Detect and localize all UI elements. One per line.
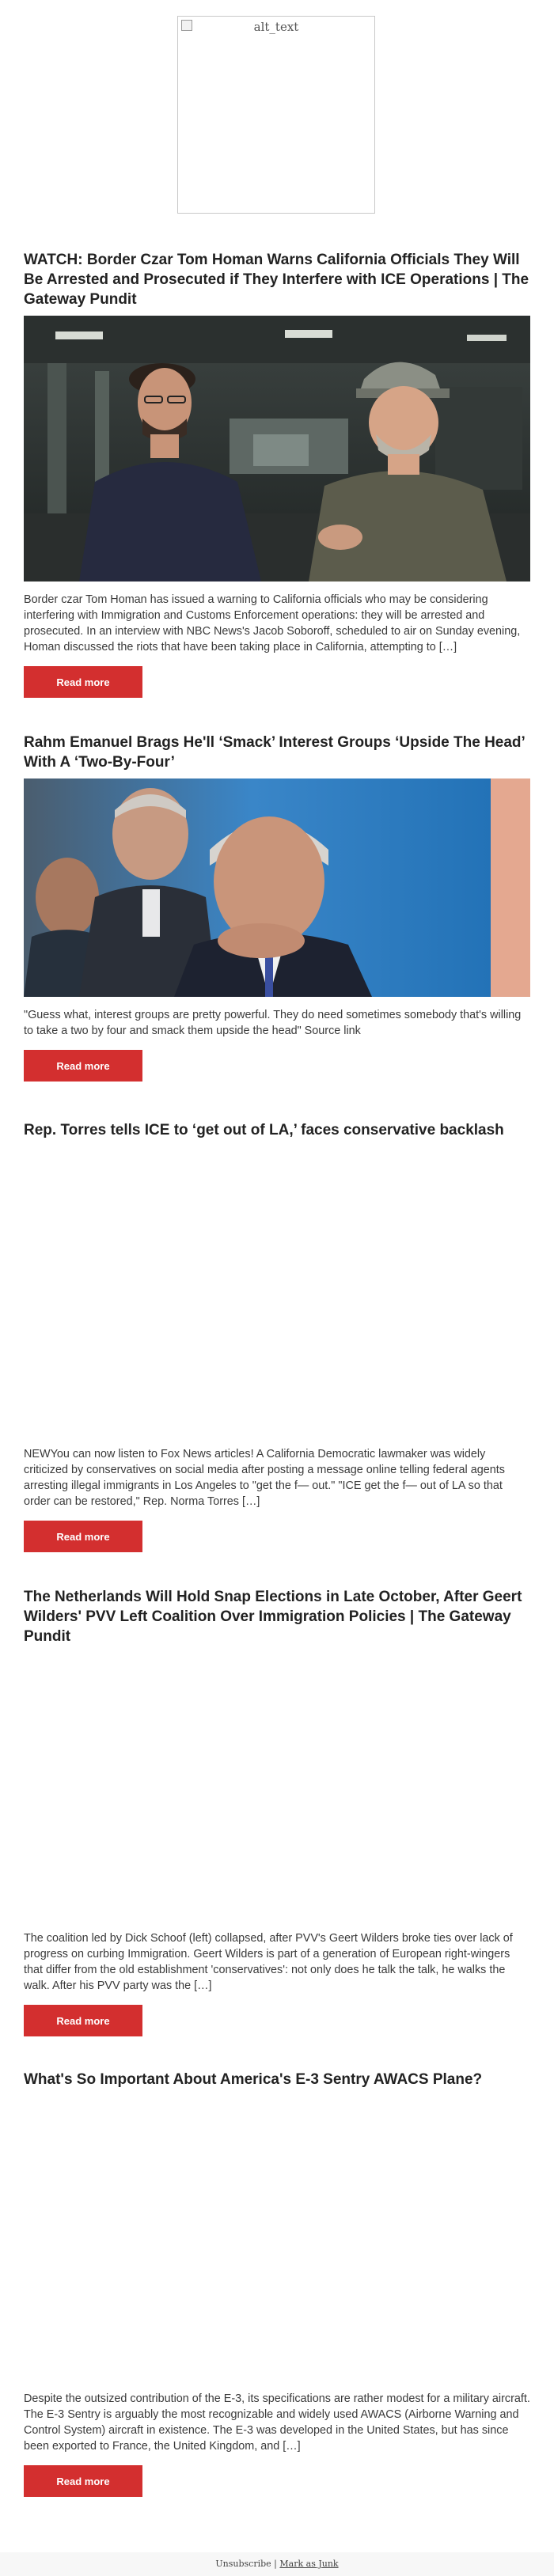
article-homan xyxy=(24,250,530,698)
footer xyxy=(0,2552,554,2576)
article-image-homan[interactable] xyxy=(24,316,530,581)
article-image-torres[interactable] xyxy=(24,1146,530,1436)
article-image-emanuel[interactable] xyxy=(24,778,530,997)
article-image-netherlands[interactable] xyxy=(24,1653,530,1920)
article-title[interactable]: What's So Important About America's E-3 Sentry AWACS Plane? xyxy=(24,2071,483,2088)
unsubscribe-link[interactable]: Unsubscribe xyxy=(215,2559,271,2569)
article-summary: "Guess what, interest groups are pretty powerful. They do need sometimes somebody that's willing to take a two by four and smack them upside the head" Source link xyxy=(24,1009,522,1037)
header-image xyxy=(177,16,375,214)
article-e3-sentry xyxy=(24,2070,530,2497)
article-title[interactable]: WATCH: Border Czar Tom Homan Warns California Officials They Will Be Arrested and Prosecuted if They Interfere with ICE Operations | The Gateway Pundit xyxy=(24,252,529,308)
article-summary: Border czar Tom Homan has issued a warning to California officials who may be considering interfering with Immigration and Customs Enforcement operations: they will be arrested and prosecuted. In an interview with NBC News's Jacob Soboroff, scheduled to air on Sunday evening, Homan discussed the riots that have been taking place in California, attempting to […] xyxy=(24,593,521,653)
header-image-alt: alt_text xyxy=(253,20,299,34)
article-title[interactable]: Rep. Torres tells ICE to ‘get out of LA,’ faces conservative backlash xyxy=(24,1122,504,1138)
article-summary: NEWYou can now listen to Fox News articles! A California Democratic lawmaker was widely criticized by conservatives on social media after posting a message online telling federal agents arresting illegal immigrants in Los Angeles to "get the f— out." "ICE get the f— out of LA so that order can be restored," Rep. Norma Torres […] xyxy=(24,1448,505,1508)
article-summary: The coalition led by Dick Schoof (left) collapsed, after PVV's Geert Wilders broke ties over lack of progress on curbing Immigration. Geert Wilders is part of a generation of European right-wingers that differ from the old establishment 'conservatives': not only does he talk the talk, he walks the walk. After his PVV party was the […] xyxy=(24,1932,513,1992)
read-more-button[interactable]: Read more xyxy=(24,666,142,698)
article-torres xyxy=(24,1120,530,1552)
article-title[interactable]: Rahm Emanuel Brags He'll ‘Smack’ Interest Groups ‘Upside The Head’ With A ‘Two-By-Four’ xyxy=(24,734,525,771)
article-title[interactable]: The Netherlands Will Hold Snap Elections in Late October, After Geert Wilders' PVV Left Coalition Over Immigration Policies | The Gateway Pundit xyxy=(24,1589,522,1645)
read-more-button[interactable]: Read more xyxy=(24,1521,142,1552)
read-more-button[interactable]: Read more xyxy=(24,2005,142,2036)
article-summary: Despite the outsized contribution of the E-3, its specifications are rather modest for a military aircraft. The E-3 Sentry is arguably the most recognizable and widely used AWACS (Airborne Warning and Control System) aircraft in existence. The E-3 was developed in the United States, but has since been exported to France, the United Kingdom, and […] xyxy=(24,2392,530,2453)
article-image-e3-sentry[interactable] xyxy=(24,2096,530,2381)
footer-separator: | xyxy=(274,2559,277,2569)
article-emanuel xyxy=(24,733,530,1082)
mark-as-junk-link[interactable]: Mark as Junk xyxy=(279,2559,339,2569)
read-more-button[interactable]: Read more xyxy=(24,1050,142,1082)
article-netherlands xyxy=(24,1587,530,2036)
read-more-button[interactable]: Read more xyxy=(24,2465,142,2497)
